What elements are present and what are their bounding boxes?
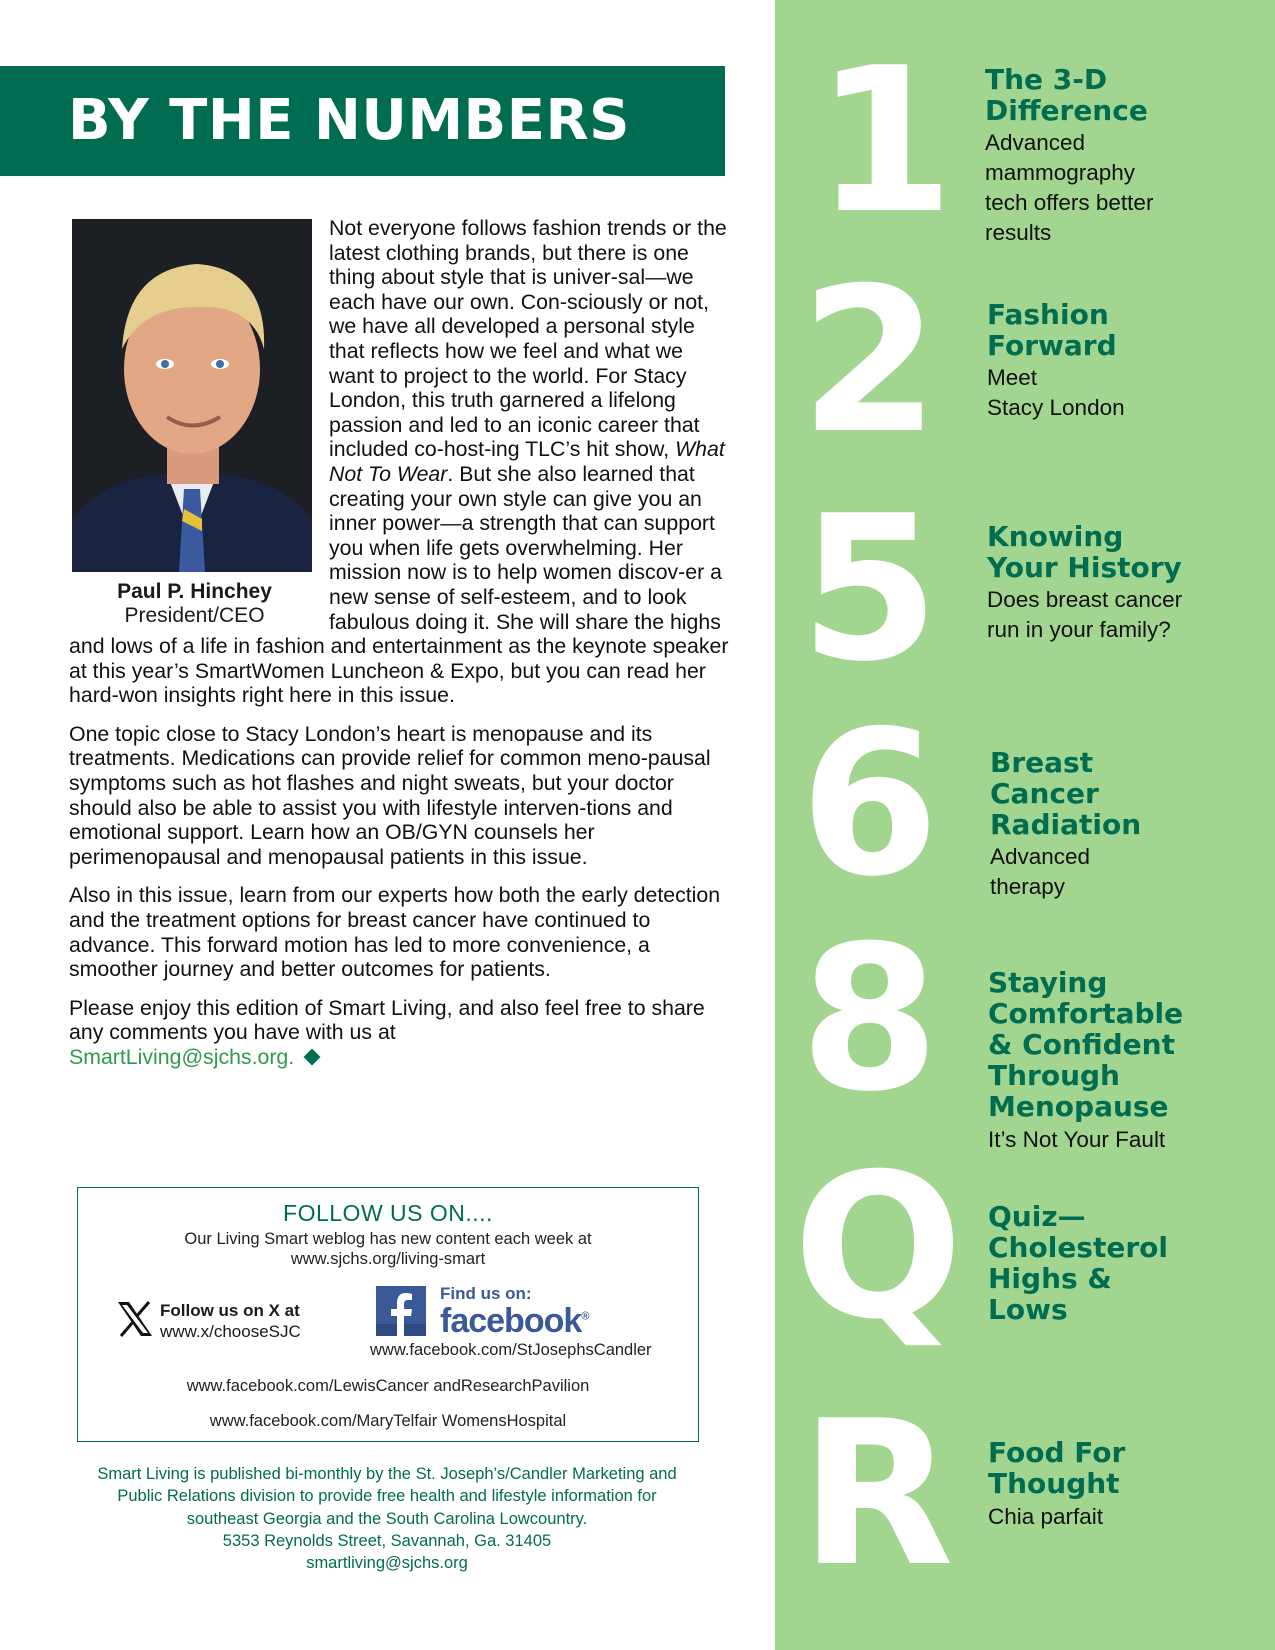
end-diamond-icon (304, 1049, 321, 1066)
item-heading: Staying Comfortable & Confident Through Menopause (988, 966, 1184, 1123)
blog-url[interactable]: www.sjchs.org/living-smart (290, 1250, 486, 1268)
item-heading: Fashion Forward (987, 298, 1117, 362)
photo-spacer (69, 216, 329, 628)
item-subtitle: Does breast cancer run in your family? (987, 587, 1183, 642)
page-number: 1 (815, 25, 955, 258)
article-body (69, 216, 731, 1084)
registered-mark: ® (581, 1310, 590, 1323)
item-subtitle: Meet Stacy London (987, 365, 1125, 420)
page-letter: Q (793, 1131, 964, 1364)
page-title: BY THE NUMBERS (68, 88, 630, 153)
facebook-url-1[interactable]: www.facebook.com/StJosephsCandler (370, 1341, 652, 1359)
article-p4-text: Please enjoy this edition of Smart Living, and also feel free to share any comments you have with us at (69, 995, 705, 1045)
facebook-wordmark (440, 1302, 589, 1341)
follow-title: FOLLOW US ON.... (283, 1200, 493, 1226)
facebook-find-label: Find us on: (440, 1284, 532, 1303)
x-label: Follow us on X at (160, 1301, 300, 1320)
article-p1-text-end: . But she also learned that creating your own style can give you an inner power—a strength that can support you when life gets overwhelming. Her mission now is to help women discov-er a new sense of self-esteem, and to look fabulous doing it. She will share the highs and lows of a life in fashion and entertainment as the keynote speaker at this year’s SmartWomen Luncheon & Expo, but you can read her hard-won insights right here in this issue. (69, 461, 729, 708)
follow-us-box (77, 1187, 699, 1442)
article-p1-text: Not everyone follows fashion trends or the latest clothing brands, but there is one thing about style that is univer-sal—we each have our own. Con-sciously or not, we have all developed a personal style that reflects how we feel and what we want to project to the world. For Stacy London, this truth garnered a lifelong passion and led to an iconic career that included co-host-ing TLC’s hit show, (329, 216, 727, 462)
email-link[interactable]: SmartLiving@sjchs.org. (69, 1045, 295, 1069)
header-banner (0, 66, 725, 176)
facebook-f-icon (376, 1286, 426, 1336)
blog-line: Our Living Smart weblog has new content each week at (184, 1230, 592, 1248)
footer-line: Smart Living is published bi-monthly by the St. Joseph’s/Candler Marketing and (97, 1465, 677, 1483)
facebook-badge[interactable] (376, 1284, 590, 1341)
footer-email[interactable]: smartliving@sjchs.org (306, 1554, 468, 1573)
page-letter: R (800, 1378, 955, 1611)
x-info (160, 1300, 301, 1342)
show-title: What Not To Wear (329, 437, 725, 486)
item-heading: Food For Thought (988, 1436, 1126, 1500)
item-subtitle: Advanced mammography tech offers better results (985, 130, 1154, 245)
footer-line: southeast Georgia and the South Carolina Lowcountry. (186, 1509, 588, 1528)
page-number: 8 (800, 903, 940, 1136)
page-number: 2 (800, 245, 940, 478)
article-paragraph-2: One topic close to Stacy London’s heart is menopause and its treatments. Medications can provide relief for common meno-pausal symptoms such as hot flashes and night sweats, but your doctor should also be able to assist you with lifestyle interven-tions and emotional support. Learn how an OB/GYN counsels her perimenopausal and menopausal patients in this issue. (69, 721, 711, 869)
footer-address: 5353 Reynolds Street, Savannah, Ga. 31405 (222, 1531, 552, 1550)
page-number: 5 (800, 473, 940, 706)
footer-line: Public Relations division to provide free health and lifestyle information for (117, 1487, 657, 1506)
item-heading: Quiz— Cholesterol Highs & Lows (988, 1200, 1168, 1326)
author-name: Paul P. Hinchey (117, 580, 272, 603)
author-role: President/CEO (124, 604, 265, 627)
x-logo-icon[interactable] (116, 1300, 154, 1338)
article-paragraph-4 (69, 996, 731, 1070)
publication-footer (57, 1463, 717, 1574)
item-subtitle: Chia parfait (988, 1504, 1104, 1529)
page-number: 6 (800, 688, 940, 921)
x-url[interactable]: www.x/chooseSJC (160, 1322, 301, 1341)
item-subtitle: Advanced therapy (990, 844, 1091, 899)
facebook-url-2[interactable]: www.facebook.com/LewisCancer andResearchPavilion (186, 1377, 590, 1395)
blog-info (78, 1229, 698, 1269)
item-heading: Breast Cancer Radiation (990, 746, 1142, 841)
item-subtitle: It’s Not Your Fault (988, 1127, 1166, 1152)
item-heading: Knowing Your History (987, 520, 1182, 584)
contents-sidebar (775, 0, 1275, 1650)
facebook-url-3[interactable]: www.facebook.com/MaryTelfair WomensHospital (209, 1412, 567, 1430)
article-paragraph-3: Also in this issue, learn from our experts how both the early detection and the treatment options for breast cancer have continued to advance. This forward motion has led to more convenience, a smoother journey and better outcomes for patients. (69, 883, 721, 982)
item-heading: The 3-D Difference (985, 63, 1148, 127)
facebook-word: facebook (440, 1302, 582, 1340)
